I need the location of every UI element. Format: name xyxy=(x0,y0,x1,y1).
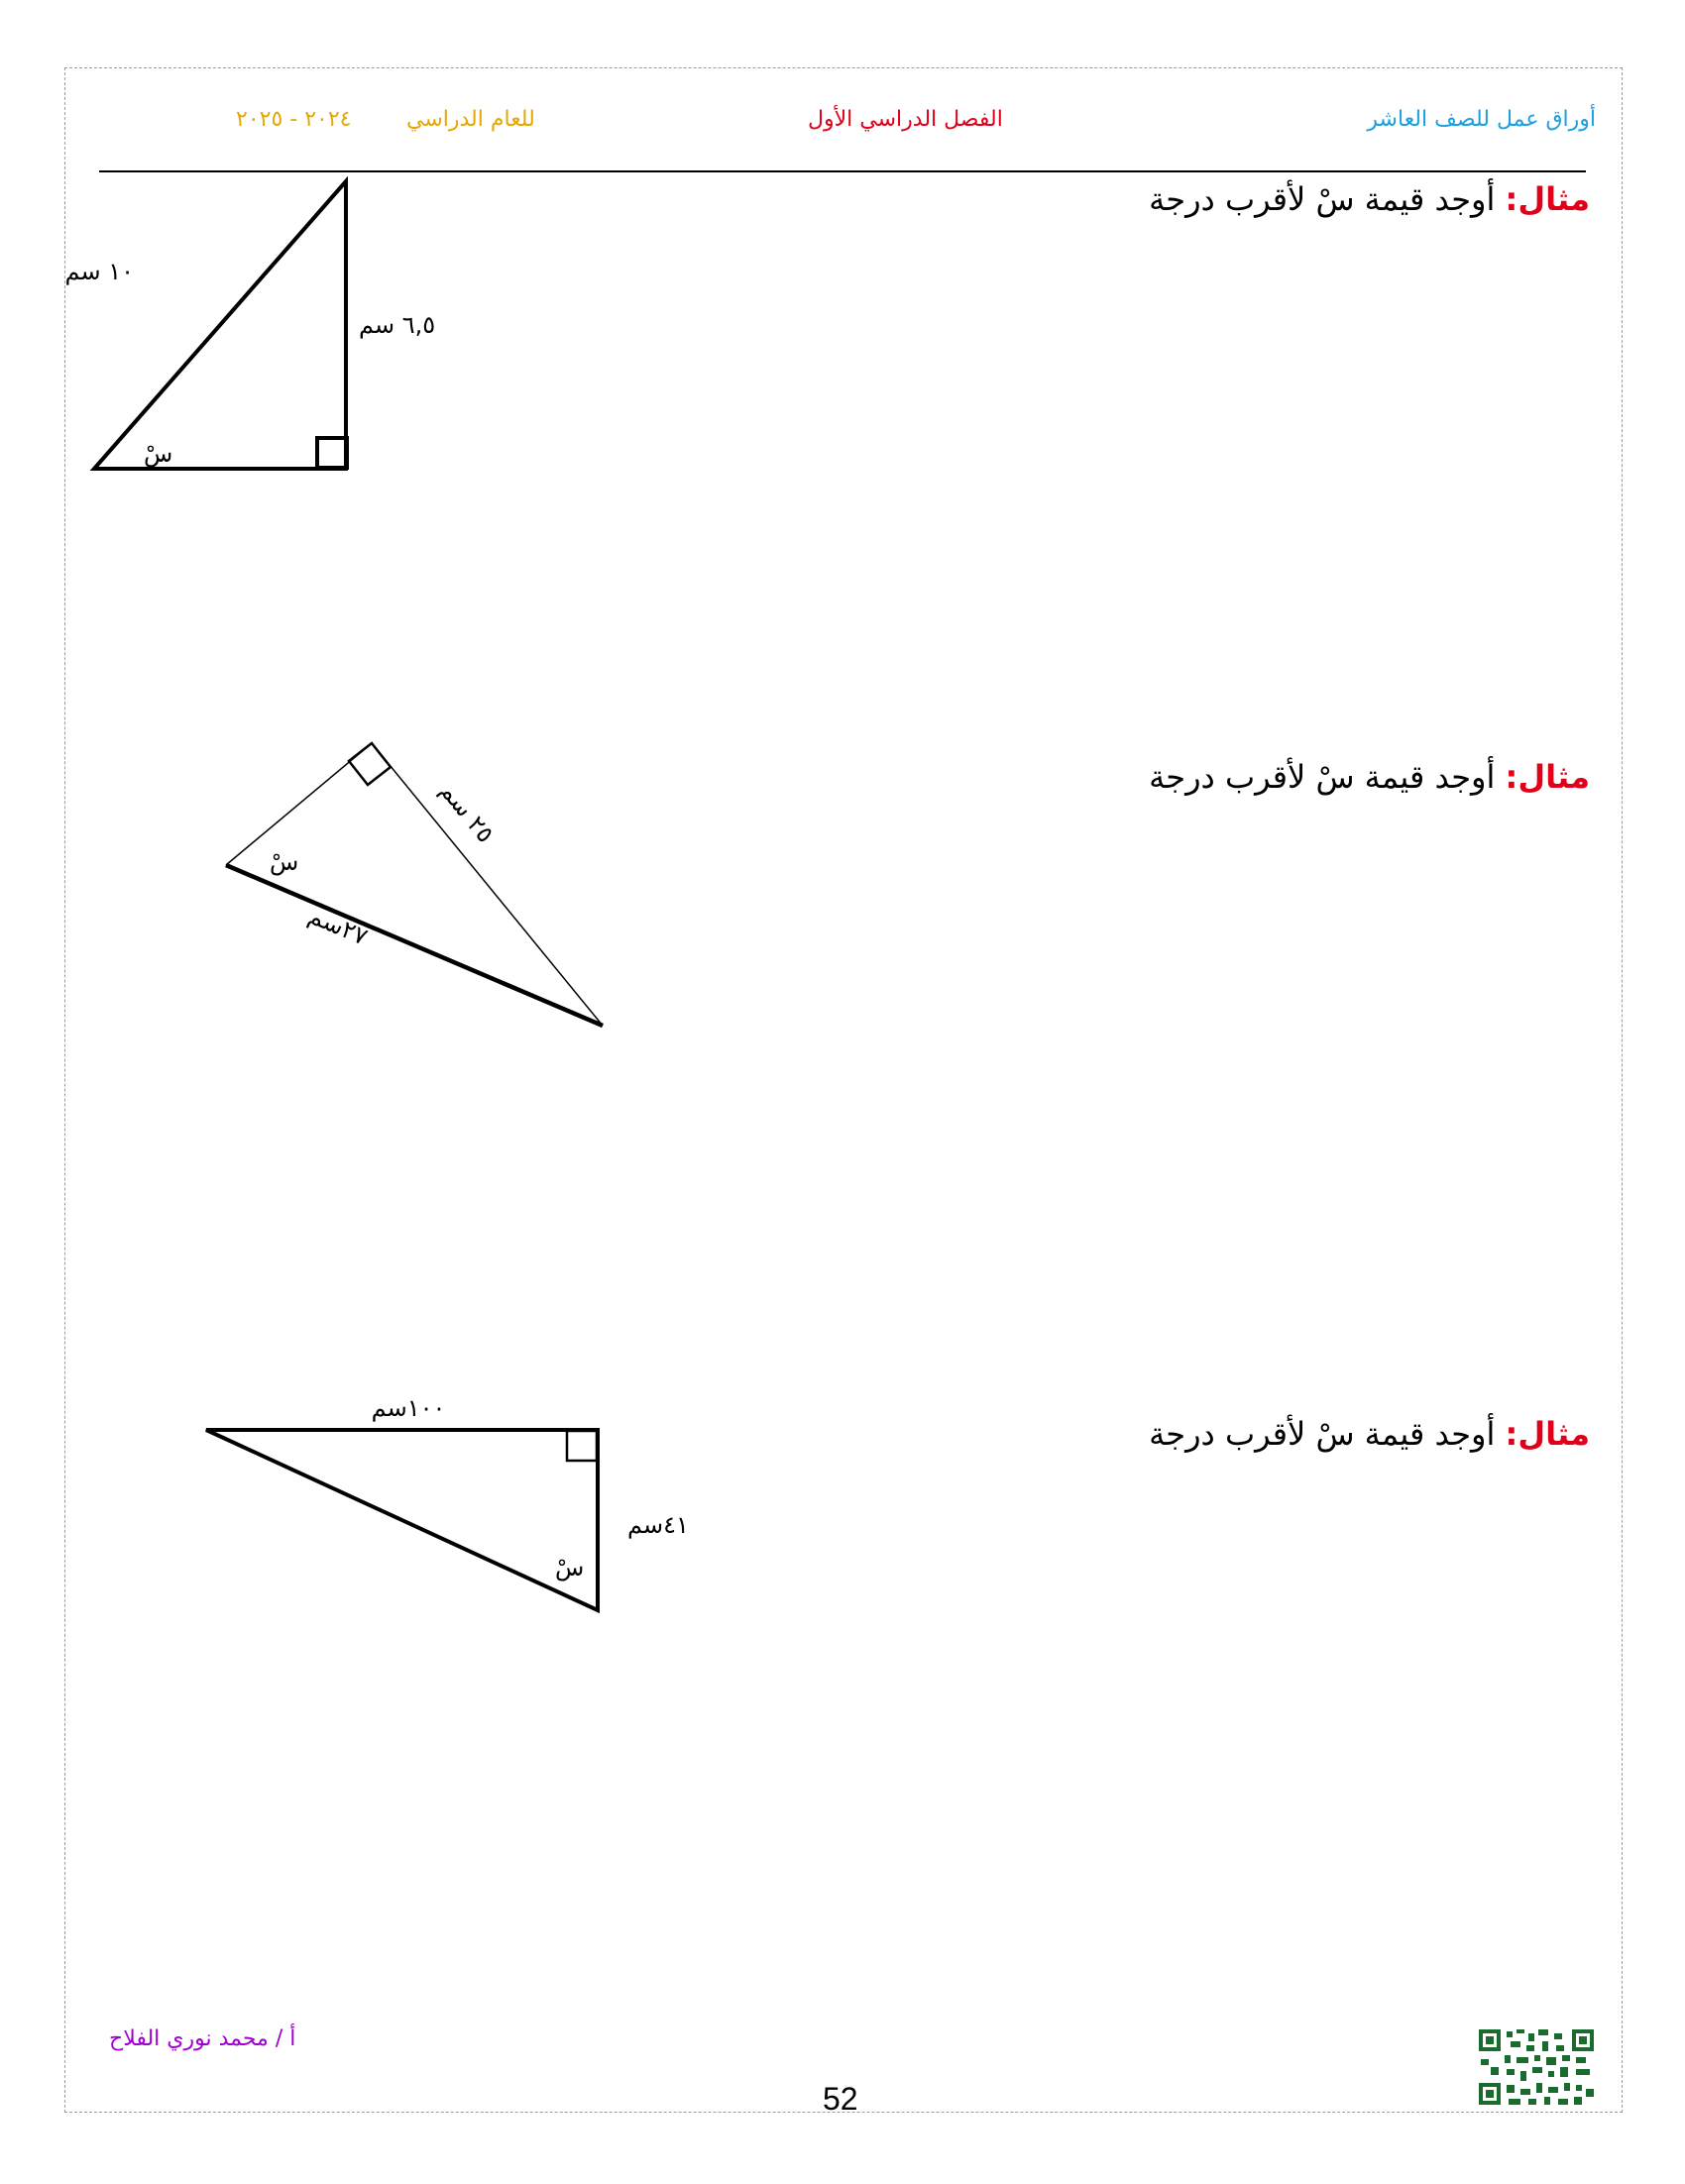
header-semester: الفصل الدراسي الأول xyxy=(808,107,1003,132)
triangle-1-hypotenuse-label: ١٠ سم xyxy=(64,258,134,285)
author-name: أ / محمد نوري الفلاح xyxy=(109,2026,296,2051)
question-label: مثال: xyxy=(1505,1415,1590,1453)
triangle-3-angle-label: سْ xyxy=(555,1554,585,1582)
triangle-2-angle-label: سْ xyxy=(270,848,299,876)
triangle-2-side-b-label: ٢٧سم xyxy=(304,901,373,951)
triangle-2 xyxy=(226,743,603,1026)
triangle-3-right-label: ٤١سم xyxy=(627,1511,689,1539)
triangle-2-side-a-label: ٢٥ سم xyxy=(434,777,500,848)
triangle-2-side-right xyxy=(372,743,603,1026)
triangle-1-angle-label: سْ xyxy=(144,440,173,468)
right-angle-marker xyxy=(349,743,391,785)
right-angle-marker xyxy=(567,1431,597,1461)
page-number: 52 xyxy=(823,2081,858,2117)
header-course-title: أوراق عمل للصف العاشر xyxy=(1367,107,1596,132)
header-year-value: ٢٠٢٤ - ٢٠٢٥ xyxy=(236,107,352,132)
triangle-3 xyxy=(206,1394,689,1610)
triangle-1-shape xyxy=(94,181,346,469)
triangle-3-shape xyxy=(206,1430,598,1610)
question-text: أوجد قيمة سْ لأقرب درجة xyxy=(1149,180,1496,218)
triangle-2-hypotenuse xyxy=(226,865,603,1026)
question-text: أوجد قيمة سْ لأقرب درجة xyxy=(1149,758,1496,796)
qr-code-icon xyxy=(1477,2027,1596,2107)
header-year-label: للعام الدراسي xyxy=(406,107,535,132)
triangle-1 xyxy=(65,181,436,469)
triangle-1-side-label: ٦,٥ سم xyxy=(359,311,436,339)
question-text: أوجد قيمة سْ لأقرب درجة xyxy=(1149,1415,1496,1453)
triangle-3-top-label: ١٠٠سم xyxy=(371,1394,446,1422)
question-label: مثال: xyxy=(1505,758,1590,796)
right-angle-marker xyxy=(317,438,347,468)
question-label: مثال: xyxy=(1505,180,1590,218)
